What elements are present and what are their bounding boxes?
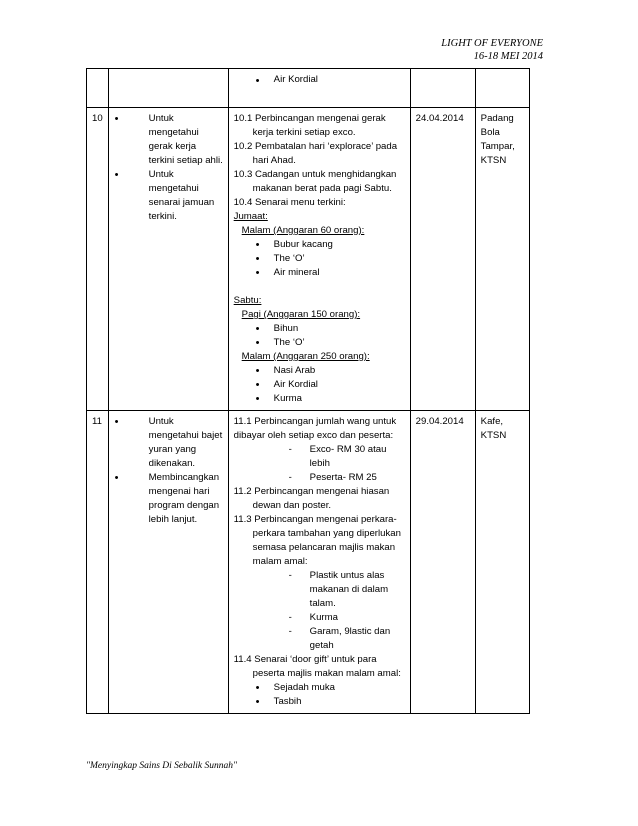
cell-place: [475, 69, 529, 108]
point-11-3: 11.3 Perbincangan mengenai perkara-perkara tambahan yang diperlukan semasa pelancaran majlis makan malam amal:: [233, 514, 401, 567]
cell-place: Padang Bola Tampar, KTSN: [475, 108, 529, 411]
point-10-1: 10.1 Perbincangan mengenai gerak kerja terkini setiap exco.: [233, 113, 386, 138]
point-11-4: 11.4 Senarai ‘door gift’ untuk para peserta majlis makan malam amal:: [233, 654, 401, 679]
table-row-10: [87, 108, 530, 411]
cell-date: 24.04.2014: [410, 108, 475, 411]
list-item: • The ‘O’: [274, 252, 405, 266]
dash-item: Plastik untus alas makanan di dalam talam.: [309, 570, 389, 609]
list-item: • Air Kordial: [274, 74, 318, 85]
list-item: Membincangkan mengenai hari program dengan lebih lanjut.: [148, 472, 220, 525]
list-item: • Nasi Arab: [274, 364, 405, 378]
jumaat-malam-label: Malam (Anggaran 60 orang):: [241, 225, 365, 236]
dash-item: Exco- RM 30 atau lebih: [309, 444, 387, 469]
list-item: Untuk mengetahui senarai jamuan terkini.: [148, 169, 215, 222]
minutes-table: [86, 68, 530, 714]
point-10-4: 10.4 Senarai menu terkini:: [233, 197, 346, 208]
cell-place: Kafe, KTSN: [475, 411, 529, 714]
list-item: • Kurma: [274, 392, 405, 406]
cell-date: [410, 69, 475, 108]
cell-points: [228, 69, 410, 108]
list-item: • Air mineral: [274, 266, 405, 280]
dash-item: Garam, 9lastic dan getah: [309, 626, 391, 651]
list-item: • Sejadah muka: [274, 681, 405, 695]
point-10-3: 10.3 Cadangan untuk menghidangkan makanan berat pada pagi Sabtu.: [233, 169, 397, 194]
cell-objective: [108, 411, 228, 714]
header-title: LIGHT OF EVERYONE: [441, 38, 543, 49]
table-row-continued: [87, 69, 530, 108]
sabtu-pagi-label: Pagi (Anggaran 150 orang):: [241, 309, 361, 320]
list-item: • Air Kordial: [274, 378, 405, 392]
jumaat-label: Jumaat:: [233, 211, 268, 222]
sabtu-label: Sabtu:: [233, 295, 262, 306]
point-11-1: 11.1 Perbincangan jumlah wang untuk dibayar oleh setiap exco dan peserta:: [233, 416, 397, 441]
list-item: • Tasbih: [274, 695, 405, 709]
cell-points: 11.1 Perbincangan jumlah wang untuk dibayar oleh setiap exco dan peserta: - Exco- RM 30 atau lebih - Peserta- RM 25 11.2 Perbincangan mengenai hiasan dewan dan poster. 11.3 Perbincangan mengenai perkara-perkara tambahan yang diperlukan semasa pelancaran majlis makan malam amal: - Plastik untus alas makanan di dalam talam. - Kurma - Garam, 9lastic dan getah 11.4 Senarai ‘door gift’ untuk para peserta majlis makan malam amal: • Sejadah muka • Tasbih: [228, 411, 410, 714]
table-row-11: [87, 411, 530, 714]
point-10-2: 10.2 Pembatalan hari ‘explorace’ pada hari Ahad.: [233, 141, 398, 166]
list-item: Untuk mengetahui bajet yuran yang dikenakan.: [148, 416, 223, 469]
point-11-2: 11.2 Perbincangan mengenai hiasan dewan dan poster.: [233, 486, 390, 511]
cell-date: 29.04.2014: [410, 411, 475, 714]
list-item: • Bubur kacang: [274, 238, 405, 252]
cell-objective: [108, 108, 228, 411]
list-item: • Bihun: [274, 322, 405, 336]
cell-no: 11: [87, 411, 109, 714]
list-item: • The ‘O’: [274, 336, 405, 350]
cell-objective: [108, 69, 228, 108]
list-item: Untuk mengetahui gerak kerja terkini setiap ahli.: [148, 113, 223, 166]
cell-points: [228, 108, 410, 411]
cell-no: [87, 69, 109, 108]
footer-tagline: "Menyingkap Sains Di Sebalik Sunnah": [86, 761, 237, 771]
dash-item: Kurma: [309, 612, 338, 623]
dash-item: Peserta- RM 25: [309, 472, 377, 483]
header-date: 16-18 MEI 2014: [473, 51, 543, 62]
cell-no: 10: [87, 108, 109, 411]
sabtu-malam-label: Malam (Anggaran 250 orang):: [241, 351, 370, 362]
